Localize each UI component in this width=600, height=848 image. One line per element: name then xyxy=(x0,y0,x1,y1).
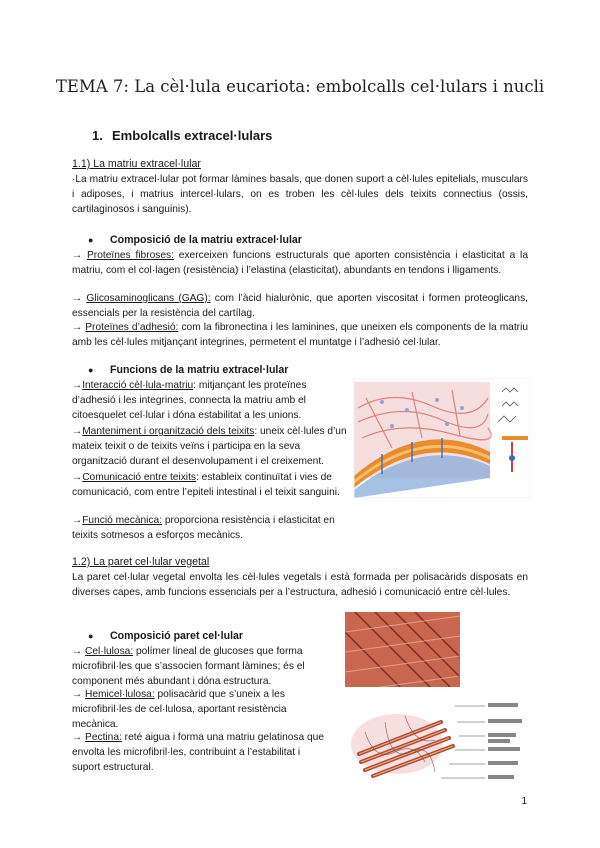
ecm-function-tissue-organization: →Manteniment i organització dels teixits: uneix cèl·lules d’un mateix teixit o de teixits veïns i participa en la seva organització durant el desenvolupament i el creixement. xyxy=(72,426,347,468)
section-label: Embolcalls extracel·lulars xyxy=(112,128,273,143)
ecm-function-mechanical: →Funció mecànica: proporciona resistència i elasticitat en teixits sotmesos a esforços mecànics. xyxy=(72,515,335,542)
cell-wall-item-hemicellulose: → Hemicel·lulosa: polisacàrid que s’uneix a les microfibril·les de cel·lulosa, aportant resistència mecànica. xyxy=(72,689,287,731)
cell-wall-illustration xyxy=(345,692,527,788)
ecm-composition-label: Composició de la matriu extracel·lular xyxy=(110,234,302,246)
ecm-functions-label: Funcions de la matriu extracel·lular xyxy=(110,364,289,376)
ecm-functions-heading: ● Funcions de la matriu extracel·lular xyxy=(88,364,289,376)
cell-wall-composition-label: Composició paret cel·lular xyxy=(110,630,244,642)
page-number: 1 xyxy=(521,796,527,807)
ecm-item-fibrous-proteins: → Proteïnes fibroses: exerceixen funcions estructurals que aporten consistència i elasticitat a la matriu, com el col·lagen (resistència) i l’elastina (elasticitat), abundants en tendons i lligaments. xyxy=(72,250,528,277)
ecm-item-adhesion-proteins: → Proteïnes d’adhesió: com la fibronectina i les laminines, que uneixen els components de la matriu amb les cèl·lules mitjançant integrines, permetent el muntatge i l’adhesió cel·lular. xyxy=(72,322,528,349)
cell-wall-item-cellulose: → Cel·lulosa: polímer lineal de glucoses que forma microfibril·les que s’associen formant làmines; és el component més abundant i dóna estructura. xyxy=(72,646,305,688)
cell-wall-item-pectin: → Pectina: reté aigua i forma una matriu gelatinosa que envolta les microfibril·les, contribuint a l’estabilitat i suport estructural. xyxy=(72,732,325,774)
page-title: TEMA 7: La cèl·lula eucariota: embolcalls cel·lulars i nucli xyxy=(55,77,545,96)
ecm-function-cell-matrix: →Interacció cèl·lula-matriu: mitjançant les proteïnes d’adhesió i les integrines, connecta la matriu amb el citoesquelet cel·lular i dóna estabilitat a les unions. xyxy=(72,380,307,422)
section-number: 1. xyxy=(92,128,103,143)
cell-wall-composition-heading: ● Composició paret cel·lular xyxy=(88,630,244,642)
ecm-function-communication: →Comunicació entre teixits: estableix continuïtat i vies de comunicació, com entre l’epiteli intestinal i el teixit sanguini. xyxy=(72,472,340,499)
section-heading-1 xyxy=(92,128,272,143)
subsection-heading-1-2: 1.2) La paret cel·lular vegetal xyxy=(72,556,210,568)
ecm-diagram-figure xyxy=(352,378,530,498)
ecm-item-gag: → Glicosaminoglicans (GAG): com l’àcid hialurònic, que aporten viscositat i formen proteoglicans, essencials per la resistència del cartílag. xyxy=(72,293,528,320)
cell-wall-intro-paragraph: La paret cel·lular vegetal envolta les cèl·lules vegetals i està formada per polisacàrids disposats en diverses capes, amb funcions essencials per a l’estructura, adhesió i comunicació entre cèl·lules. xyxy=(72,572,528,599)
subsection-heading-1-1: 1.1) La matriu extracel·lular xyxy=(72,158,201,170)
cell-wall-micrograph xyxy=(345,612,460,687)
ecm-intro-paragraph: ·La matriu extracel·lular pot formar làmines basals, que donen suport a cèl·lules epitelials, musculars i adiposes, i matrius intercel·lulars, on es troben les cèl·lules dels teixits connectius (ossis, cartilaginosos i sanguinis). xyxy=(72,174,528,216)
ecm-composition-heading: ● Composició de la matriu extracel·lular xyxy=(88,234,302,246)
